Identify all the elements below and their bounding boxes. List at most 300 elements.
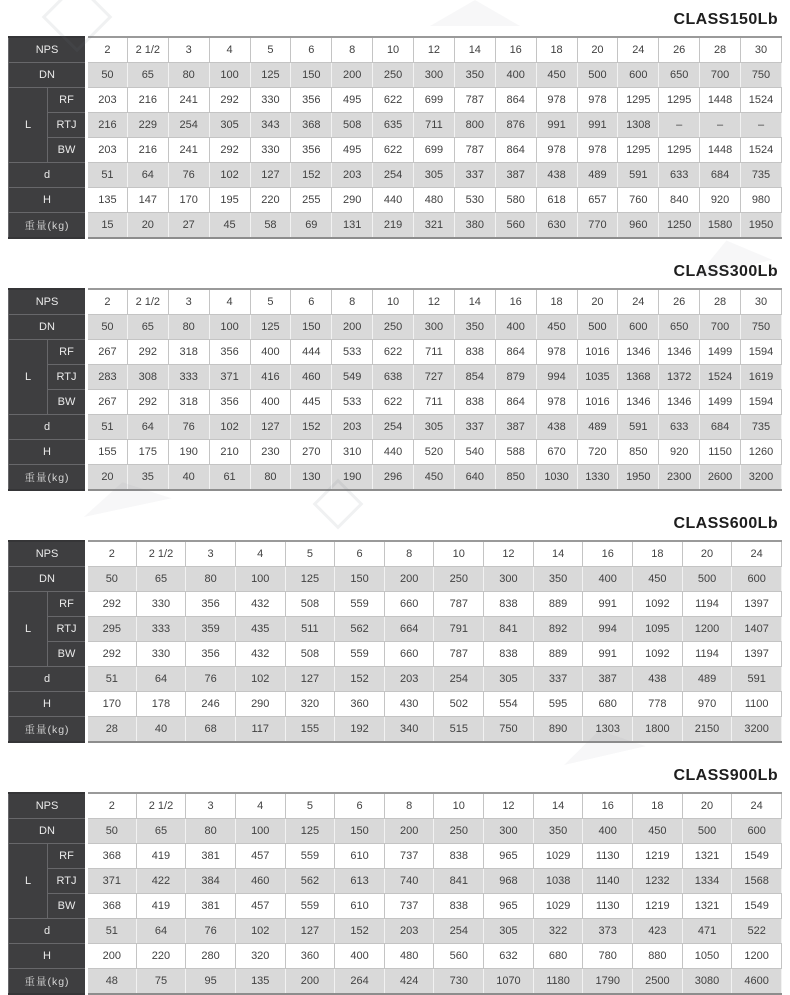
cell-l_rtj: 994 <box>536 365 577 390</box>
row-header-rf: RF <box>48 340 87 365</box>
cell-d: 471 <box>682 919 732 944</box>
table-row-l_rtj <box>9 617 782 642</box>
cell-d: 373 <box>583 919 633 944</box>
cell-weight: 20 <box>127 213 168 239</box>
cell-l_rtj: 254 <box>168 113 209 138</box>
cell-d: 387 <box>495 163 536 188</box>
row-header-h: H <box>9 188 87 213</box>
cell-nps: 3 <box>186 793 236 819</box>
row-header-l: L <box>9 88 48 163</box>
row-header-rtj: RTJ <box>48 365 87 390</box>
cell-l_bw: 356 <box>209 390 250 415</box>
cell-nps: 26 <box>659 37 700 63</box>
cell-nps: 20 <box>682 541 732 567</box>
cell-l_rtj: 511 <box>285 617 335 642</box>
cell-h: 1050 <box>682 944 732 969</box>
cell-l_bw: 1594 <box>741 390 782 415</box>
cell-nps: 24 <box>618 289 659 315</box>
cell-l_rf: 495 <box>332 88 373 113</box>
cell-l_bw: 1499 <box>700 390 741 415</box>
cell-weight: 190 <box>332 465 373 491</box>
cell-l_bw: 457 <box>235 894 285 919</box>
row-header-nps: NPS <box>9 541 87 567</box>
cell-weight: 75 <box>136 969 186 995</box>
cell-l_rtj: 549 <box>332 365 373 390</box>
cell-dn: 50 <box>87 819 137 844</box>
cell-l_rtj: 295 <box>87 617 137 642</box>
cell-nps: 24 <box>618 37 659 63</box>
cell-dn: 250 <box>434 567 484 592</box>
cell-weight: 45 <box>209 213 250 239</box>
cell-l_rtj: 1619 <box>741 365 782 390</box>
cell-weight: 20 <box>87 465 128 491</box>
cell-l_rtj: 283 <box>87 365 128 390</box>
cell-h: 970 <box>682 692 732 717</box>
cell-dn: 200 <box>384 819 434 844</box>
cell-h: 980 <box>741 188 782 213</box>
cell-l_rf: 965 <box>484 844 534 869</box>
cell-weight: 2500 <box>633 969 683 995</box>
cell-weight: 200 <box>285 969 335 995</box>
cell-weight: 340 <box>384 717 434 743</box>
cell-l_rf: 711 <box>414 340 455 365</box>
cell-h: 320 <box>285 692 335 717</box>
cell-weight: 1180 <box>533 969 583 995</box>
cell-nps: 18 <box>633 541 683 567</box>
cell-l_rf: 889 <box>533 592 583 617</box>
cell-l_rtj: 416 <box>250 365 291 390</box>
cell-h: 554 <box>484 692 534 717</box>
table-row-h <box>9 188 782 213</box>
cell-d: 64 <box>136 667 186 692</box>
cell-l_rf: 622 <box>373 340 414 365</box>
cell-nps: 10 <box>434 793 484 819</box>
cell-weight: 130 <box>291 465 332 491</box>
cell-l_bw: 1549 <box>732 894 782 919</box>
cell-dn: 50 <box>87 315 128 340</box>
row-header-h: H <box>9 692 87 717</box>
cell-l_bw: 330 <box>250 138 291 163</box>
cell-dn: 350 <box>454 315 495 340</box>
cell-weight: 15 <box>87 213 128 239</box>
cell-l_rf: 737 <box>384 844 434 869</box>
table-row-l_bw <box>9 390 782 415</box>
cell-l_rf: 864 <box>495 340 536 365</box>
cell-l_rtj: 422 <box>136 869 186 894</box>
cell-dn: 150 <box>291 63 332 88</box>
cell-l_bw: 978 <box>536 138 577 163</box>
cell-d: 203 <box>384 919 434 944</box>
cell-l_rf: 1397 <box>732 592 782 617</box>
cell-nps: 14 <box>533 541 583 567</box>
cell-d: 127 <box>285 919 335 944</box>
cell-weight: 1070 <box>484 969 534 995</box>
cell-d: 489 <box>577 415 618 440</box>
cell-dn: 150 <box>335 567 385 592</box>
cell-l_rf: 1295 <box>618 88 659 113</box>
cell-dn: 65 <box>127 63 168 88</box>
cell-l_bw: 978 <box>577 138 618 163</box>
cell-nps: 16 <box>495 37 536 63</box>
cell-nps: 2 1/2 <box>127 37 168 63</box>
cell-dn: 700 <box>700 315 741 340</box>
cell-h: 246 <box>186 692 236 717</box>
row-header-l: L <box>9 340 48 415</box>
cell-l_bw: 699 <box>414 138 455 163</box>
cell-nps: 30 <box>741 37 782 63</box>
cell-l_bw: 1295 <box>618 138 659 163</box>
cell-d: 305 <box>414 415 455 440</box>
cell-l_bw: 838 <box>454 390 495 415</box>
dimension-table <box>8 288 782 491</box>
cell-l_rtj: 1140 <box>583 869 633 894</box>
row-header-rf: RF <box>48 592 87 617</box>
table-row-weight <box>9 969 782 995</box>
cell-l_bw: 622 <box>373 390 414 415</box>
table-row-weight <box>9 213 782 239</box>
cell-l_bw: 838 <box>484 642 534 667</box>
cell-d: 127 <box>285 667 335 692</box>
cell-l_rf: 1346 <box>618 340 659 365</box>
cell-l_rtj: 368 <box>291 113 332 138</box>
cell-weight: 28 <box>87 717 137 743</box>
cell-dn: 200 <box>332 315 373 340</box>
row-header-bw: BW <box>48 642 87 667</box>
cell-l_rf: 1448 <box>700 88 741 113</box>
cell-d: 64 <box>127 415 168 440</box>
cell-dn: 100 <box>235 819 285 844</box>
cell-h: 480 <box>384 944 434 969</box>
cell-h: 440 <box>373 440 414 465</box>
cell-l_rtj: 968 <box>484 869 534 894</box>
cell-h: 170 <box>87 692 137 717</box>
cell-d: 305 <box>484 667 534 692</box>
cell-l_rtj: 613 <box>335 869 385 894</box>
cell-d: 102 <box>209 163 250 188</box>
table-row-d <box>9 919 782 944</box>
cell-nps: 20 <box>577 37 618 63</box>
cell-nps: 20 <box>682 793 732 819</box>
cell-dn: 50 <box>87 567 137 592</box>
cell-l_bw: 330 <box>136 642 186 667</box>
cell-nps: 5 <box>250 37 291 63</box>
cell-weight: 630 <box>536 213 577 239</box>
cell-l_bw: 318 <box>168 390 209 415</box>
cell-h: 780 <box>583 944 633 969</box>
cell-dn: 500 <box>577 315 618 340</box>
cell-l_rtj: 727 <box>414 365 455 390</box>
cell-weight: 3200 <box>741 465 782 491</box>
table-row-l_rf <box>9 844 782 869</box>
cell-h: 618 <box>536 188 577 213</box>
cell-d: 591 <box>732 667 782 692</box>
cell-weight: 1790 <box>583 969 633 995</box>
cell-l_rtj: 892 <box>533 617 583 642</box>
cell-l_bw: 241 <box>168 138 209 163</box>
cell-weight: 730 <box>434 969 484 995</box>
cell-nps: 26 <box>659 289 700 315</box>
cell-h: 255 <box>291 188 332 213</box>
cell-d: 591 <box>618 163 659 188</box>
cell-nps: 4 <box>209 289 250 315</box>
cell-nps: 28 <box>700 289 741 315</box>
cell-h: 502 <box>434 692 484 717</box>
cell-dn: 125 <box>285 567 335 592</box>
cell-weight: 95 <box>186 969 236 995</box>
cell-d: 254 <box>434 667 484 692</box>
cell-weight: 2600 <box>700 465 741 491</box>
cell-l_bw: 559 <box>285 894 335 919</box>
row-header-d: d <box>9 919 87 944</box>
cell-nps: 6 <box>335 793 385 819</box>
cell-dn: 125 <box>250 315 291 340</box>
cell-d: 51 <box>87 415 128 440</box>
row-header-rtj: RTJ <box>48 617 87 642</box>
cell-nps: 12 <box>414 37 455 63</box>
cell-l_bw: 495 <box>332 138 373 163</box>
cell-h: 560 <box>434 944 484 969</box>
cell-h: 530 <box>454 188 495 213</box>
cell-h: 880 <box>633 944 683 969</box>
cell-l_bw: 787 <box>454 138 495 163</box>
cell-l_bw: 1346 <box>618 390 659 415</box>
cell-weight: 1250 <box>659 213 700 239</box>
cell-dn: 65 <box>136 567 186 592</box>
cell-d: 102 <box>235 919 285 944</box>
row-header-rtj: RTJ <box>48 113 87 138</box>
cell-nps: 4 <box>209 37 250 63</box>
cell-h: 588 <box>495 440 536 465</box>
cell-d: 735 <box>741 415 782 440</box>
cell-l_rtj: 562 <box>285 869 335 894</box>
row-header-rf: RF <box>48 844 87 869</box>
cell-h: 135 <box>87 188 128 213</box>
cell-d: 387 <box>583 667 633 692</box>
cell-weight: 450 <box>414 465 455 491</box>
cell-h: 310 <box>332 440 373 465</box>
cell-l_bw: 356 <box>291 138 332 163</box>
cell-weight: 61 <box>209 465 250 491</box>
cell-nps: 14 <box>454 289 495 315</box>
cell-dn: 300 <box>414 63 455 88</box>
table-row-l_bw <box>9 138 782 163</box>
row-header-dn: DN <box>9 63 87 88</box>
cell-nps: 6 <box>335 541 385 567</box>
cell-l_rf: 457 <box>235 844 285 869</box>
cell-h: 540 <box>454 440 495 465</box>
cell-dn: 600 <box>732 567 782 592</box>
cell-l_bw: 1295 <box>659 138 700 163</box>
cell-d: 254 <box>373 415 414 440</box>
cell-l_rf: 1346 <box>659 340 700 365</box>
cell-h: 680 <box>533 944 583 969</box>
cell-l_rtj: 1308 <box>618 113 659 138</box>
table-row-weight <box>9 717 782 743</box>
cell-l_rtj: 435 <box>235 617 285 642</box>
cell-dn: 300 <box>484 567 534 592</box>
cell-l_rf: 991 <box>583 592 633 617</box>
cell-d: 51 <box>87 919 137 944</box>
cell-l_bw: 508 <box>285 642 335 667</box>
cell-d: 522 <box>732 919 782 944</box>
cell-l_rtj: 1232 <box>633 869 683 894</box>
cell-nps: 16 <box>495 289 536 315</box>
cell-dn: 450 <box>536 315 577 340</box>
cell-l_bw: 292 <box>127 390 168 415</box>
table-row-l_rf <box>9 340 782 365</box>
cell-h: 580 <box>495 188 536 213</box>
cell-l_rtj: 333 <box>168 365 209 390</box>
cell-l_rtj: 854 <box>454 365 495 390</box>
cell-l_rf: 356 <box>186 592 236 617</box>
class-table-section <box>0 252 790 491</box>
cell-nps: 18 <box>633 793 683 819</box>
cell-l_rtj: 1200 <box>682 617 732 642</box>
cell-dn: 80 <box>186 567 236 592</box>
cell-weight: 1330 <box>577 465 618 491</box>
row-header-nps: NPS <box>9 37 87 63</box>
cell-weight: 131 <box>332 213 373 239</box>
row-header-bw: BW <box>48 390 87 415</box>
cell-dn: 200 <box>332 63 373 88</box>
cell-l_rf: 400 <box>250 340 291 365</box>
cell-h: 680 <box>583 692 633 717</box>
cell-l_rtj: 308 <box>127 365 168 390</box>
cell-l_rf: 787 <box>434 592 484 617</box>
row-header-dn: DN <box>9 567 87 592</box>
cell-l_rf: 978 <box>536 88 577 113</box>
cell-h: 657 <box>577 188 618 213</box>
cell-d: 254 <box>373 163 414 188</box>
cell-dn: 50 <box>87 63 128 88</box>
cell-l_rtj: 635 <box>373 113 414 138</box>
table-title: CLASS600Lb <box>673 515 778 532</box>
cell-d: 438 <box>536 415 577 440</box>
cell-l_rf: 978 <box>536 340 577 365</box>
table-row-weight <box>9 465 782 491</box>
cell-weight: 2150 <box>682 717 732 743</box>
cell-d: 152 <box>335 667 385 692</box>
cell-dn: 100 <box>235 567 285 592</box>
cell-l_bw: 965 <box>484 894 534 919</box>
dimension-table <box>8 792 782 995</box>
table-row-nps <box>9 793 782 819</box>
cell-weight: 424 <box>384 969 434 995</box>
cell-l_rtj: 1407 <box>732 617 782 642</box>
table-row-l_bw <box>9 894 782 919</box>
cell-dn: 125 <box>285 819 335 844</box>
cell-l_rtj: 664 <box>384 617 434 642</box>
dimension-table <box>8 36 782 239</box>
table-title: CLASS300Lb <box>673 263 778 280</box>
cell-l_rtj: 1568 <box>732 869 782 894</box>
cell-h: 670 <box>536 440 577 465</box>
cell-l_bw: 356 <box>186 642 236 667</box>
cell-dn: 300 <box>484 819 534 844</box>
cell-weight: 380 <box>454 213 495 239</box>
cell-l_bw: 559 <box>335 642 385 667</box>
cell-l_rf: 559 <box>335 592 385 617</box>
cell-d: 438 <box>633 667 683 692</box>
cell-weight: 1303 <box>583 717 633 743</box>
cell-l_bw: 978 <box>536 390 577 415</box>
cell-l_rtj: 460 <box>291 365 332 390</box>
cell-l_rf: 559 <box>285 844 335 869</box>
class-table-section <box>0 756 790 995</box>
cell-h: 178 <box>136 692 186 717</box>
table-row-d <box>9 163 782 188</box>
cell-l_rtj: 879 <box>495 365 536 390</box>
cell-d: 102 <box>209 415 250 440</box>
cell-l_bw: 381 <box>186 894 236 919</box>
row-header-dn: DN <box>9 819 87 844</box>
cell-weight: 192 <box>335 717 385 743</box>
cell-h: 155 <box>87 440 128 465</box>
cell-d: 76 <box>168 415 209 440</box>
row-header-nps: NPS <box>9 793 87 819</box>
table-row-l_rtj <box>9 365 782 390</box>
cell-nps: 10 <box>373 289 414 315</box>
cell-weight: 135 <box>235 969 285 995</box>
cell-l_rf: 838 <box>434 844 484 869</box>
table-row-nps <box>9 37 782 63</box>
cell-l_bw: 864 <box>495 390 536 415</box>
cell-l_rtj: 562 <box>335 617 385 642</box>
cell-l_rtj: – <box>700 113 741 138</box>
row-header-h: H <box>9 944 87 969</box>
cell-d: 337 <box>533 667 583 692</box>
cell-h: 360 <box>335 692 385 717</box>
cell-l_rtj: 740 <box>384 869 434 894</box>
cell-nps: 2 <box>87 541 137 567</box>
cell-nps: 5 <box>285 793 335 819</box>
cell-l_bw: 1016 <box>577 390 618 415</box>
cell-l_rf: 330 <box>250 88 291 113</box>
cell-dn: 65 <box>136 819 186 844</box>
cell-weight: 1030 <box>536 465 577 491</box>
cell-nps: 3 <box>168 37 209 63</box>
row-header-l: L <box>9 844 48 919</box>
table-row-l_rf <box>9 592 782 617</box>
cell-nps: 28 <box>700 37 741 63</box>
table-row-h <box>9 440 782 465</box>
cell-l_bw: 1029 <box>533 894 583 919</box>
cell-d: 64 <box>127 163 168 188</box>
cell-l_rf: 292 <box>127 340 168 365</box>
cell-nps: 5 <box>285 541 335 567</box>
cell-l_rf: 381 <box>186 844 236 869</box>
cell-d: 127 <box>250 415 291 440</box>
cell-l_rf: 610 <box>335 844 385 869</box>
cell-l_rtj: 1038 <box>533 869 583 894</box>
cell-weight: 68 <box>186 717 236 743</box>
cell-h: 760 <box>618 188 659 213</box>
table-row-h <box>9 944 782 969</box>
table-title: CLASS150Lb <box>673 11 778 28</box>
cell-dn: 500 <box>577 63 618 88</box>
cell-l_rtj: 305 <box>209 113 250 138</box>
cell-h: 210 <box>209 440 250 465</box>
cell-nps: 2 1/2 <box>136 541 186 567</box>
table-row-d <box>9 667 782 692</box>
cell-dn: 450 <box>633 819 683 844</box>
cell-d: 152 <box>335 919 385 944</box>
dimension-table <box>8 540 782 743</box>
cell-l_rf: 267 <box>87 340 128 365</box>
cell-l_rtj: 371 <box>87 869 137 894</box>
cell-l_rf: 432 <box>235 592 285 617</box>
cell-dn: 100 <box>209 315 250 340</box>
